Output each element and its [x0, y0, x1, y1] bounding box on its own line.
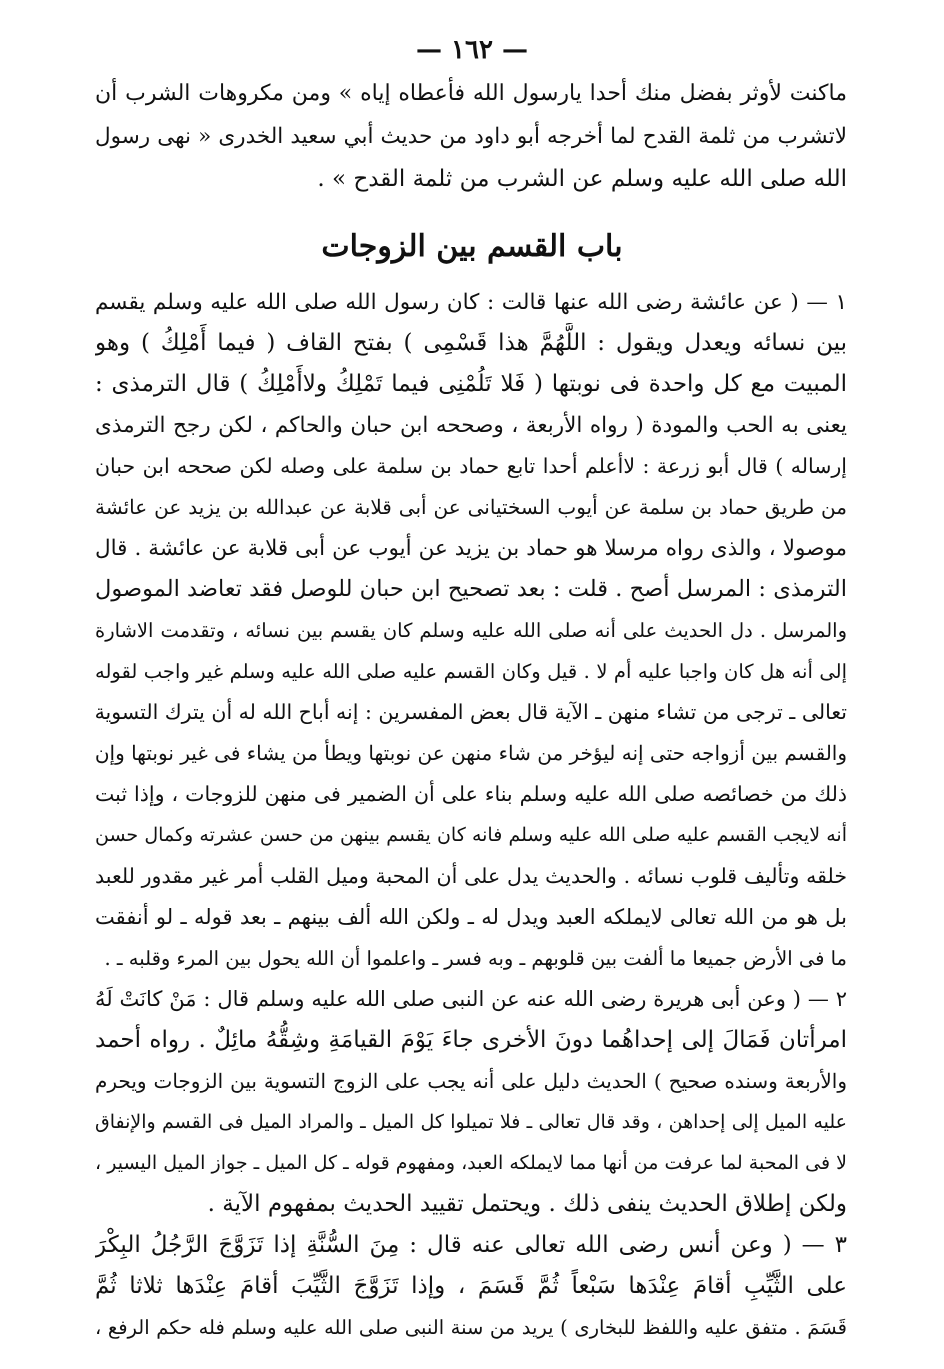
text-line: موصولا ، والذى رواه مرسلا هو حماد بن يزيد عن أيوب عن أبى قلابة عن عائشة . قال — [95, 536, 847, 561]
text-line: والقسم بين أزواجه حتى إنه ليؤخر من شاء منهن عن نوبتها ويطأ من يشاء فى غير نوبتها وإن — [95, 741, 847, 765]
main-text — [95, 282, 847, 1348]
text-line: قَسَمَ . متفق عليه واللفظ للبخارى ) يريد من سنة النبى صلى الله عليه وسلم فله حكم الرفع ، — [95, 1316, 847, 1339]
text-line: تعالى ـ ترجى من تشاء منهن ـ الآية قال بعض المفسرين : إنه أباح الله له أن يترك التسوية — [95, 700, 847, 724]
intro-paragraph — [95, 72, 847, 201]
text-line: أنه لايجب القسم عليه صلى الله عليه وسلم فانه كان يقسم بينهن من حسن عشرته وكمال حسن — [95, 824, 847, 846]
text-line: امرأتان فَمَالَ إلى إحداهُما دونَ الأخرى جاءَ يَوْمَ القيامَةِ وشِقُّهُ مائِلٌ . رواه أحمد — [95, 1027, 847, 1053]
text-line: عليه الميل إلى إحداهن ، وقد قال تعالى ـ فلا تميلوا كل الميل ـ والمراد الميل فى القسم والإنفاق — [95, 1111, 847, 1133]
text-line: ماكنت لأوثر بفضل منك أحدا يارسول الله فأعطاه إياه » ومن مكروهات الشرب أن — [95, 81, 847, 106]
text-line: لاتشرب من ثلمة القدح لما أخرجه أبو داود من حديث أبي سعيد الخدرى « نهى رسول — [95, 124, 847, 149]
text-line: ٢ — ( وعن أبى هريرة رضى الله عنه عن النبى صلى الله عليه وسلم قال : مَنْ كانَتْ لَهُ — [95, 987, 847, 1011]
text-line: والأربعة وسنده صحيح ) الحديث دليل على أنه يجب على الزوج التسوية بين الزوجات ويحرم — [95, 1069, 847, 1093]
text-line: المبيت مع كل واحدة فى نوبتها ( فَلا تَلُمْنِى فيما تَمْلِكُ ولاأَمْلِكُ ) قال الترمذى : — [95, 371, 847, 397]
text-line: من طريق حماد بن سلمة عن أيوب السختيانى عن أبى قلابة عن عبدالله بن يزيد عن عائشة — [95, 495, 847, 519]
text-line: ذلك من خصائصه صلى الله عليه وسلم بناء على أن الضمير فى منهن للزوجات ، وإذا ثبت — [95, 782, 847, 806]
text-line: يعنى به الحب والمودة ( رواه الأربعة ، وصححه ابن حبان والحاكم ، لكن رجح الترمذى — [95, 413, 847, 438]
page-number: — ١٦٢ — — [415, 35, 529, 65]
text-line: ولكن إطلاق الحديث ينفى ذلك . ويحتمل تقييد الحديث بمفهوم الآية . — [207, 1191, 847, 1217]
text-line: ما فى الأرض جميعا ما ألفت بين قلوبهم ـ وبه فسر ـ واعلموا أن الله يحول بين المرء وقلبه ـ . — [104, 947, 847, 970]
text-line: والمرسل . دل الحديث على أنه صلى الله عليه وسلم كان يقسم بين نسائه ، وتقدمت الاشارة — [95, 619, 847, 642]
text-line: بين نسائه ويعدل ويقول : اللَّهُمَّ هذا قَسْمِى ) بفتح القاف ( فيما أَمْلِكُ ) وهو — [95, 330, 847, 356]
text-line: ١ — ( عن عائشة رضى الله عنها قالت : كان رسول الله صلى الله عليه وسلم يقسم — [95, 290, 847, 315]
text-line: الله صلى الله عليه وسلم عن الشرب من ثلمة القدح » . — [317, 166, 847, 192]
text-line: لا فى المحبة لما عرفت من أنها مما لايملكه العبد، ومفهوم قوله ـ كل الميل ـ جواز الميل اليسير ، — [95, 1152, 847, 1174]
text-line: خلقه وتأليف قلوب نسائه . والحديث يدل على أن المحبة وميل القلب أمر غير مقدور للعبد — [95, 864, 847, 888]
text-line: ٣ — ( وعن أنس رضى الله تعالى عنه قال : مِنَ السُّنَّةِ إذا تَزَوَّجَ الرَّجُلُ البِكْرَ — [95, 1232, 847, 1258]
text-line: بل هو من الله تعالى لايملكه العبد ويدل له ـ ولكن الله ألف بينهم ـ بعد قوله ـ لو أنفقت — [95, 905, 847, 929]
text-line: إرساله ) قال أبو زرعة : لاأعلم أحدا تابع حماد بن سلمة على وصله لكن صححه ابن حبان — [95, 454, 847, 478]
text-line: الترمذى : المرسل أصح . قلت : بعد تصحيح ابن حبان للوصل فقد تعاضد الموصول — [95, 576, 847, 602]
text-line: إلى أنه هل كان واجبا عليه أم لا . قيل وكان القسم عليه صلى الله عليه وسلم غير واجب لقوله — [95, 660, 847, 683]
text-line: على الثَّيِّبِ أقامَ عِنْدَها سَبْعاً ثُمَّ قَسَمَ ، وإذا تَزَوَّجَ الثَّيِّبَ أقامَ عِنْدَها ثلاثا ثُمَّ — [95, 1273, 847, 1299]
section-title: باب القسم بين الزوجات — [321, 229, 623, 264]
